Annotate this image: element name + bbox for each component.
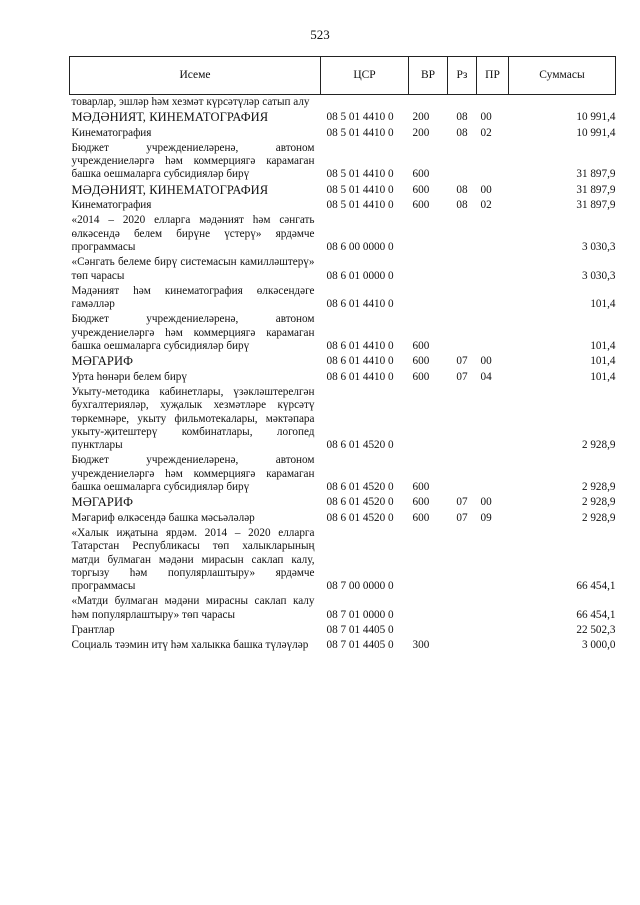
row-csr-code: 08 6 01 4410 0: [326, 340, 394, 353]
table-row: [70, 638, 616, 653]
row-name: Бюджет учреждениеләренә, автоном учреждениеләргә һәм коммерциягә карамаган башка оешмаларга субсидияләр бирү: [71, 313, 315, 353]
row-name: Мәдәният һәм кинематография өлкәсендәге гамәлләр: [71, 284, 315, 311]
row-pr-code: [477, 638, 509, 653]
table-row: [70, 312, 616, 354]
table-row: [70, 385, 616, 453]
row-amount: 2 928,9: [581, 511, 616, 524]
row-amount: 101,4: [590, 340, 616, 353]
row-rz-code: [448, 312, 477, 354]
row-vr-code: [409, 623, 448, 638]
row-name: товарлар, эшләр һәм хезмәт күрсәтүләр сатып алу: [71, 96, 310, 108]
row-vr-code: 600: [412, 355, 430, 368]
row-name: «Халык иҗатына ярдәм. 2014 – 2020 елларга Татарстан Республикасы төп халыкларының матди булмаган мәдәни мирасын саклап калу, торгызу һәм популярлаштыру» ярдәмче программасы: [71, 526, 315, 593]
table-row: [70, 126, 616, 141]
row-rz-code: [448, 623, 477, 638]
row-vr-code: [409, 95, 448, 111]
row-csr-code: 08 6 01 4410 0: [326, 355, 394, 368]
budget-table: [69, 56, 616, 654]
row-vr-code: 600: [412, 481, 430, 494]
row-amount: 3 000,0: [581, 639, 616, 652]
row-amount: 31 897,9: [576, 168, 616, 181]
row-amount: 101,4: [590, 370, 616, 383]
table-row: [70, 284, 616, 313]
row-amount: 3 030,3: [581, 240, 616, 253]
row-pr-code: [477, 141, 509, 183]
table-row: [70, 495, 616, 510]
row-pr-code: 02: [480, 126, 492, 139]
row-pr-code: [477, 594, 509, 623]
row-name: МӘДӘНИЯТ, КИНЕМАТОГРАФИЯ: [71, 110, 269, 125]
row-name: «2014 – 2020 елларга мәдәният һәм сәнгать өлкәсендә белем бирүне үстерү» ярдәмче программасы: [71, 214, 315, 253]
table-row: [70, 453, 616, 495]
row-vr-code: [409, 594, 448, 623]
header-csr: ЦСР: [321, 57, 409, 95]
header-vr: ВР: [409, 57, 448, 95]
row-amount: [509, 95, 616, 111]
row-csr-code: 08 6 00 0000 0: [326, 240, 394, 253]
row-csr-code: 08 7 01 0000 0: [326, 608, 394, 621]
row-rz-code: 08: [456, 199, 468, 212]
row-name: Грантлар: [71, 623, 115, 636]
table-row: [70, 511, 616, 526]
row-amount: 10 991,4: [576, 126, 616, 139]
row-csr-code: 08 5 01 4410 0: [326, 183, 394, 196]
row-amount: 31 897,9: [576, 183, 616, 196]
row-name: Урта һөнәри белем бирү: [71, 370, 187, 383]
row-rz-code: [448, 255, 477, 284]
row-rz-code: 08: [456, 126, 468, 139]
row-rz-code: 07: [456, 370, 468, 383]
row-rz-code: [448, 95, 477, 111]
row-csr-code: 08 5 01 4410 0: [326, 199, 394, 212]
table-row: [70, 183, 616, 198]
row-vr-code: 300: [412, 639, 430, 652]
row-name: Мәгариф өлкәсендә башка мәсьәләләр: [71, 511, 255, 524]
row-name: Кинематография: [71, 199, 152, 212]
row-vr-code: [409, 385, 448, 453]
header-sum: Суммасы: [509, 57, 616, 95]
row-pr-code: 02: [480, 199, 492, 212]
row-pr-code: [477, 95, 509, 111]
row-name: Бюджет учреждениеләренә, автоном учреждениеләргә һәм коммерциягә карамаган башка оешмаларга субсидияләр бирү: [71, 141, 315, 181]
row-csr-code: 08 5 01 4410 0: [326, 168, 394, 181]
row-csr-code: 08 6 01 4520 0: [326, 511, 394, 524]
row-vr-code: 600: [412, 168, 430, 181]
row-amount: 3 030,3: [581, 269, 616, 282]
table-row: [70, 354, 616, 369]
row-rz-code: [448, 385, 477, 453]
row-rz-code: [448, 526, 477, 594]
row-pr-code: 00: [480, 111, 492, 124]
row-pr-code: [477, 255, 509, 284]
row-name: МӘГАРИФ: [71, 495, 134, 510]
row-amount: 31 897,9: [576, 199, 616, 212]
row-rz-code: [448, 284, 477, 313]
row-pr-code: [477, 453, 509, 495]
row-vr-code: 600: [412, 199, 430, 212]
row-rz-code: 08: [456, 183, 468, 196]
row-name: МӘГАРИФ: [71, 354, 134, 369]
row-amount: 2 928,9: [581, 439, 616, 452]
row-vr-code: 200: [412, 126, 430, 139]
row-name: Бюджет учреждениеләренә, автоном учреждениеләргә һәм коммерциягә карамаган башка оешмаларга субсидияләр бирү: [71, 454, 315, 494]
row-amount: 66 454,1: [576, 608, 616, 621]
row-vr-code: 600: [412, 511, 430, 524]
row-pr-code: [477, 526, 509, 594]
row-csr-code: 08 6 01 4410 0: [326, 370, 394, 383]
row-amount: 101,4: [590, 355, 616, 368]
row-rz-code: 07: [456, 496, 468, 509]
row-pr-code: [477, 385, 509, 453]
row-csr-code: 08 5 01 4410 0: [326, 126, 394, 139]
row-csr-code: 08 5 01 4410 0: [326, 111, 394, 124]
row-rz-code: 08: [456, 111, 468, 124]
table-row: [70, 623, 616, 638]
row-pr-code: 00: [480, 355, 492, 368]
row-csr-code: 08 6 01 4410 0: [326, 298, 394, 311]
row-pr-code: 00: [480, 183, 492, 196]
row-csr-code: [321, 95, 409, 111]
row-vr-code: 600: [412, 370, 430, 383]
row-rz-code: 07: [456, 355, 468, 368]
row-pr-code: 00: [480, 496, 492, 509]
row-rz-code: [448, 638, 477, 653]
table-row: [70, 213, 616, 255]
row-csr-code: 08 6 01 4520 0: [326, 496, 394, 509]
table-row: [70, 594, 616, 623]
row-csr-code: 08 6 01 0000 0: [326, 269, 394, 282]
row-csr-code: 08 6 01 4520 0: [326, 481, 394, 494]
row-csr-code: 08 7 01 4405 0: [326, 639, 394, 652]
table-row: [70, 255, 616, 284]
header-name: Исеме: [70, 57, 321, 95]
table-row: [70, 141, 616, 183]
row-pr-code: [477, 623, 509, 638]
row-csr-code: 08 6 01 4520 0: [326, 439, 394, 452]
table-row: [70, 370, 616, 385]
row-amount: 22 502,3: [576, 623, 616, 636]
row-amount: 2 928,9: [581, 496, 616, 509]
row-vr-code: [409, 526, 448, 594]
row-vr-code: 600: [412, 183, 430, 196]
row-amount: 101,4: [590, 298, 616, 311]
row-name: «Матди булмаган мәдәни мирасны саклап калу һәм популярлаштыру» төп чарасы: [71, 595, 315, 621]
row-csr-code: 08 7 00 0000 0: [326, 580, 394, 593]
table-row: [70, 110, 616, 125]
row-csr-code: 08 7 01 4405 0: [326, 623, 394, 636]
header-rz: Рз: [448, 57, 477, 95]
row-vr-code: [409, 255, 448, 284]
table-row: [70, 95, 616, 111]
row-vr-code: [409, 213, 448, 255]
row-amount: 10 991,4: [576, 111, 616, 124]
row-amount: 66 454,1: [576, 580, 616, 593]
row-pr-code: 09: [480, 511, 492, 524]
header-pr: ПР: [477, 57, 509, 95]
table-row: [70, 198, 616, 213]
row-rz-code: [448, 213, 477, 255]
page-number: 523: [310, 27, 330, 42]
row-name: «Сәнгать белеме бирү системасын камилләштерү» төп чарасы: [71, 256, 315, 282]
row-rz-code: [448, 141, 477, 183]
row-vr-code: 600: [412, 340, 430, 353]
row-name: Социаль тәэмин итү һәм халыкка башка түләүләр: [71, 639, 309, 652]
row-name: Укыту-методика кабинетлары, үзәкләштерелгән бухгалтерияләр, хуҗалык хезмәтләре күрсәтү төркемнәре, укыту фильмотекалары, мәктәпара укыту-җитештерү комбинатлары, логопед пунктлары: [71, 385, 315, 452]
row-rz-code: [448, 453, 477, 495]
row-rz-code: 07: [456, 511, 468, 524]
row-vr-code: [409, 284, 448, 313]
row-amount: 2 928,9: [581, 481, 616, 494]
table-row: [70, 526, 616, 594]
row-pr-code: [477, 284, 509, 313]
row-name: МӘДӘНИЯТ, КИНЕМАТОГРАФИЯ: [71, 182, 269, 197]
row-name: Кинематография: [71, 126, 152, 139]
row-pr-code: [477, 213, 509, 255]
row-pr-code: 04: [480, 370, 492, 383]
row-pr-code: [477, 312, 509, 354]
row-vr-code: 200: [412, 111, 430, 124]
row-vr-code: 600: [412, 496, 430, 509]
table-header-row: [70, 57, 616, 95]
row-rz-code: [448, 594, 477, 623]
